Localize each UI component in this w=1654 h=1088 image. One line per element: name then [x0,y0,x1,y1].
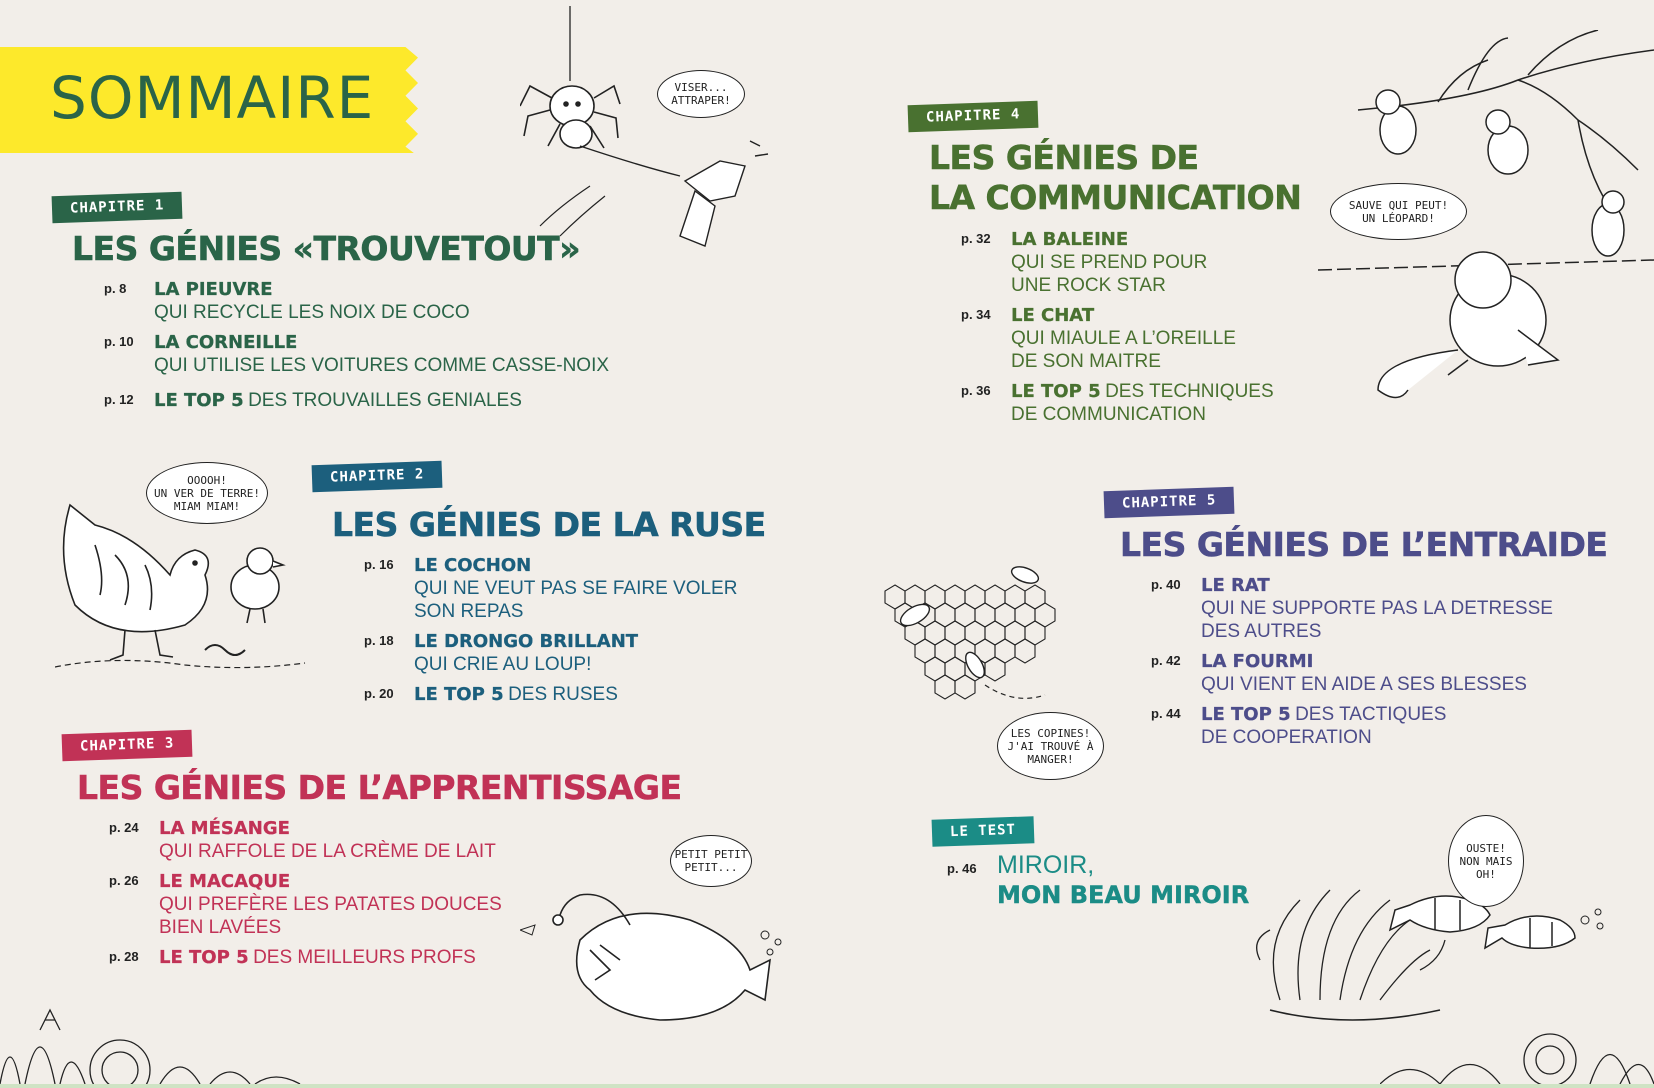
entry-subtitle-line-2: DE COMMUNICATION [1011,404,1206,425]
anglerfish-illustration [520,880,790,1030]
bubble-text: PETIT PETIT PETIT... [674,848,748,874]
chapter-4-title-line-1: LES GÉNIES DE [929,138,1199,177]
test-title [997,850,1249,910]
entry-subtitle: QUI PREFÈRE LES PATATES DOUCES BIEN LAVÉES [159,894,502,938]
toc-entry[interactable] [109,946,529,969]
test-title-line-2: MON BEAU MIROIR [997,881,1250,909]
page-number: p. 46 [947,861,977,876]
entry-subtitle: QUI UTILISE LES VOITURES COMME CASSE-NOIX [154,355,610,376]
entry-heading: LE TOP 5 [159,947,249,968]
entry-subtitle-line-2: DES AUTRES [1201,621,1322,642]
toc-entry[interactable] [104,278,724,324]
toc-entry[interactable] [961,228,1301,297]
entry-subtitle-line-2: UNE ROCK STAR [1011,275,1166,296]
toc-entry[interactable] [104,331,724,377]
chapter-3-title: LES GÉNIES DE L’APPRENTISSAGE [77,768,682,807]
entry-subtitle: DES MEILLEURS PROFS [253,947,476,968]
page-number: p. 12 [104,392,134,407]
page-number: p. 32 [961,231,991,246]
entry-heading: LE CHAT [1011,305,1095,326]
entry-subtitle-line-1: QUI MIAULE A L’OREILLE [1011,328,1236,349]
toc-entry[interactable] [109,870,529,939]
bubble-text: OOOOH! UN VER DE TERRE! MIAM MIAM! [154,473,260,513]
toc-entry[interactable] [364,630,754,676]
page-number: p. 40 [1151,577,1181,592]
coral-decoration-right-icon [1380,995,1654,1084]
chapter-1-entries [104,278,724,419]
entry-heading: LE TOP 5 [154,390,244,411]
entry-subtitle-line-1: QUI VIENT EN AIDE A SES BLESSES [1201,674,1527,695]
toc-entry[interactable] [109,817,529,863]
entry-subtitle: QUI CRIE AU LOUP! [414,654,592,675]
entry-subtitle-line-1: DES TECHNIQUES [1105,381,1274,402]
entry-heading: LE COCHON [414,555,532,576]
entry-heading: LA FOURMI [1201,651,1314,672]
chapter-2-title: LES GÉNIES DE LA RUSE [332,505,766,544]
chapter-3-entries [109,817,529,976]
toc-entry[interactable] [1151,703,1571,749]
monkey-icon [1376,90,1624,398]
page-number: p. 20 [364,686,394,701]
entry-subtitle: QUI NE VEUT PAS SE FAIRE VOLER SON REPAS [414,578,738,622]
page-title: SOMMAIRE [50,64,375,132]
bubble-text: VISER... ATTRAPER! [671,81,731,107]
toc-entry[interactable] [104,389,724,412]
bottom-strip [0,1084,1654,1088]
toc-entry[interactable] [1151,650,1571,696]
toc-entry[interactable] [1151,574,1571,643]
entry-heading: LE RAT [1201,575,1270,596]
page-number: p. 42 [1151,653,1181,668]
entry-heading: LA BALEINE [1011,229,1129,250]
entry-heading: LE TOP 5 [414,684,504,705]
anglerfish-icon [553,894,770,1020]
chapter-4-entries [961,228,1301,433]
page-number: p. 36 [961,383,991,398]
entry-first-line [1011,380,1301,403]
page-number: p. 26 [109,873,139,888]
entry-heading: LA PIEUVRE [154,279,273,300]
entry-heading: LA MÉSANGE [159,818,290,839]
hen-speech-bubble [146,462,268,524]
entry-heading: LE TOP 5 [1011,381,1101,402]
bees-speech-bubble [997,712,1104,780]
bees-honeycomb-illustration [875,555,1095,715]
entry-subtitle: QUI RECYCLE LES NOIX DE COCO [154,302,470,323]
anglerfish-speech-bubble [670,835,752,887]
chapter-1-tag: CHAPITRE 1 [52,192,183,224]
entry-subtitle-line-2: DE COOPERATION [1201,727,1372,748]
spider-speech-bubble [657,70,745,118]
monkey-speech-bubble [1330,183,1467,240]
entry-heading: LE MACAQUE [159,871,291,892]
entry-subtitle: QUI RAFFOLE DE LA CRÈME DE LAIT [159,841,496,862]
toc-entry[interactable] [364,683,754,706]
entry-heading: LA CORNEILLE [154,332,298,353]
chapter-5-tag: CHAPITRE 5 [1104,487,1235,519]
entry-subtitle: DES TROUVAILLES GENIALES [248,390,522,411]
coral-decoration-left-icon [0,990,310,1084]
chapter-2-entries [364,554,754,713]
page-number: p. 34 [961,307,991,322]
chapter-2-tag: CHAPITRE 2 [312,461,443,493]
test-tag: LE TEST [932,816,1035,847]
chapter-4-tag: CHAPITRE 4 [908,101,1039,133]
chapter-4-title [929,138,1301,218]
chapter-1-title: LES GÉNIES «TROUVETOUT» [72,229,581,268]
entry-first-line [1201,703,1571,726]
page-number: p. 18 [364,633,394,648]
chapter-4-title-line-2: LA COMMUNICATION [929,178,1302,217]
page-number: p. 28 [109,949,139,964]
bubble-text: OUSTE! NON MAIS OH! [1459,841,1513,881]
entry-subtitle-line-1: DES TACTIQUES [1295,704,1447,725]
chapter-3-tag: CHAPITRE 3 [62,730,193,762]
page-number: p. 24 [109,820,139,835]
chapter-5-title: LES GÉNIES DE L’ENTRAIDE [1120,525,1608,564]
bubble-text: SAUVE QUI PEUT! UN LÉOPARD! [1348,198,1449,225]
entry-subtitle-line-1: QUI NE SUPPORTE PAS LA DETRESSE [1201,598,1553,619]
clownfish-speech-bubble [1448,815,1524,907]
spider-moth-illustration [520,6,800,256]
bee-icon [897,564,1040,681]
chick-icon [231,548,283,623]
bubble-text: LES COPINES! J'AI TROUVÉ À MANGER! [1007,726,1094,766]
page-number: p. 10 [104,334,134,349]
entry-heading: LE DRONGO BRILLANT [414,631,639,652]
entry-heading: LE TOP 5 [1201,704,1291,725]
toc-entry[interactable] [961,380,1301,426]
chapter-5-entries [1151,574,1571,756]
toc-entry[interactable] [364,554,754,623]
page-number: p. 44 [1151,706,1181,721]
hen-icon [64,505,209,660]
page-number: p. 16 [364,557,394,572]
test-title-line-1: MIROIR, [997,851,1095,879]
entry-subtitle: DES RUSES [508,684,618,705]
entry-subtitle-line-2: DE SON MAITRE [1011,351,1161,372]
entry-subtitle-line-1: QUI SE PREND POUR [1011,252,1208,273]
page-number: p. 8 [104,281,127,296]
test-entry[interactable] [947,850,1249,910]
honeycomb-icon [885,585,1055,699]
spider-icon [520,86,620,148]
moth-icon [680,141,768,246]
toc-entry[interactable] [961,304,1301,373]
